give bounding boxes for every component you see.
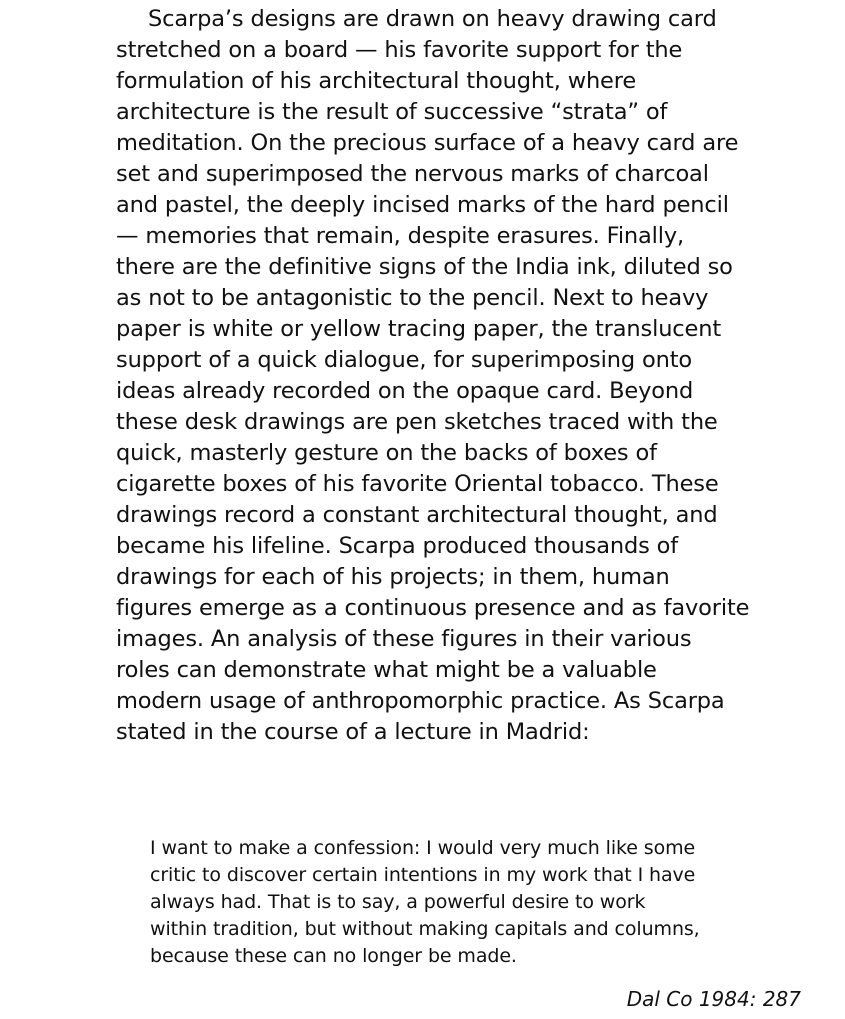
paragraph-line: quick, masterly gesture on the backs of boxes of bbox=[116, 440, 657, 466]
paragraph-line: there are the definitive signs of the India ink, diluted so bbox=[116, 254, 733, 280]
quote-line: within tradition, but without making capitals and columns, bbox=[150, 918, 700, 940]
paragraph-line: modern usage of anthropomorphic practice. As Scarpa bbox=[116, 688, 725, 714]
quote-line: critic to discover certain intentions in my work that I have bbox=[150, 864, 696, 886]
paragraph-line: stated in the course of a lecture in Madrid: bbox=[116, 719, 590, 745]
paragraph-line: stretched on a board — his favorite support for the bbox=[116, 37, 683, 63]
quote-line: because these can no longer be made. bbox=[150, 945, 517, 967]
paragraph-line: figures emerge as a continuous presence and as favorite bbox=[116, 595, 750, 621]
paragraph-line: roles can demonstrate what might be a valuable bbox=[116, 657, 657, 683]
paragraph-line: these desk drawings are pen sketches traced with the bbox=[116, 409, 718, 435]
paragraph-line: formulation of his architectural thought, where bbox=[116, 68, 637, 94]
paragraph-line: meditation. On the precious surface of a heavy card are bbox=[116, 130, 739, 156]
paragraph-line: ideas already recorded on the opaque card. Beyond bbox=[116, 378, 694, 404]
paragraph-line: support of a quick dialogue, for superimposing onto bbox=[116, 347, 692, 373]
paragraph-line: and pastel, the deeply incised marks of the hard pencil bbox=[116, 192, 729, 218]
quote-citation: Dal Co 1984: 287 bbox=[626, 987, 801, 1011]
paragraph-line: drawings for each of his projects; in them, human bbox=[116, 564, 670, 590]
paragraph-line: became his lifeline. Scarpa produced thousands of bbox=[116, 533, 679, 559]
paragraph-line: drawings record a constant architectural thought, and bbox=[116, 502, 718, 528]
paragraph-line: cigarette boxes of his favorite Oriental tobacco. These bbox=[116, 471, 719, 497]
paragraph-line: Scarpa’s designs are drawn on heavy drawing card bbox=[148, 6, 717, 32]
paragraph-line: paper is white or yellow tracing paper, the translucent bbox=[116, 316, 722, 342]
paragraph-line: — memories that remain, despite erasures. Finally, bbox=[116, 223, 685, 249]
quote-line: always had. That is to say, a powerful desire to work bbox=[150, 891, 646, 913]
paragraph-line: architecture is the result of successive “strata” of bbox=[116, 99, 668, 125]
paragraph-line: images. An analysis of these figures in their various bbox=[116, 626, 692, 652]
paragraph-line: set and superimposed the nervous marks of charcoal bbox=[116, 161, 709, 187]
paragraph-line: as not to be antagonistic to the pencil. Next to heavy bbox=[116, 285, 709, 311]
quote-line: I want to make a confession: I would very much like some bbox=[150, 837, 696, 859]
